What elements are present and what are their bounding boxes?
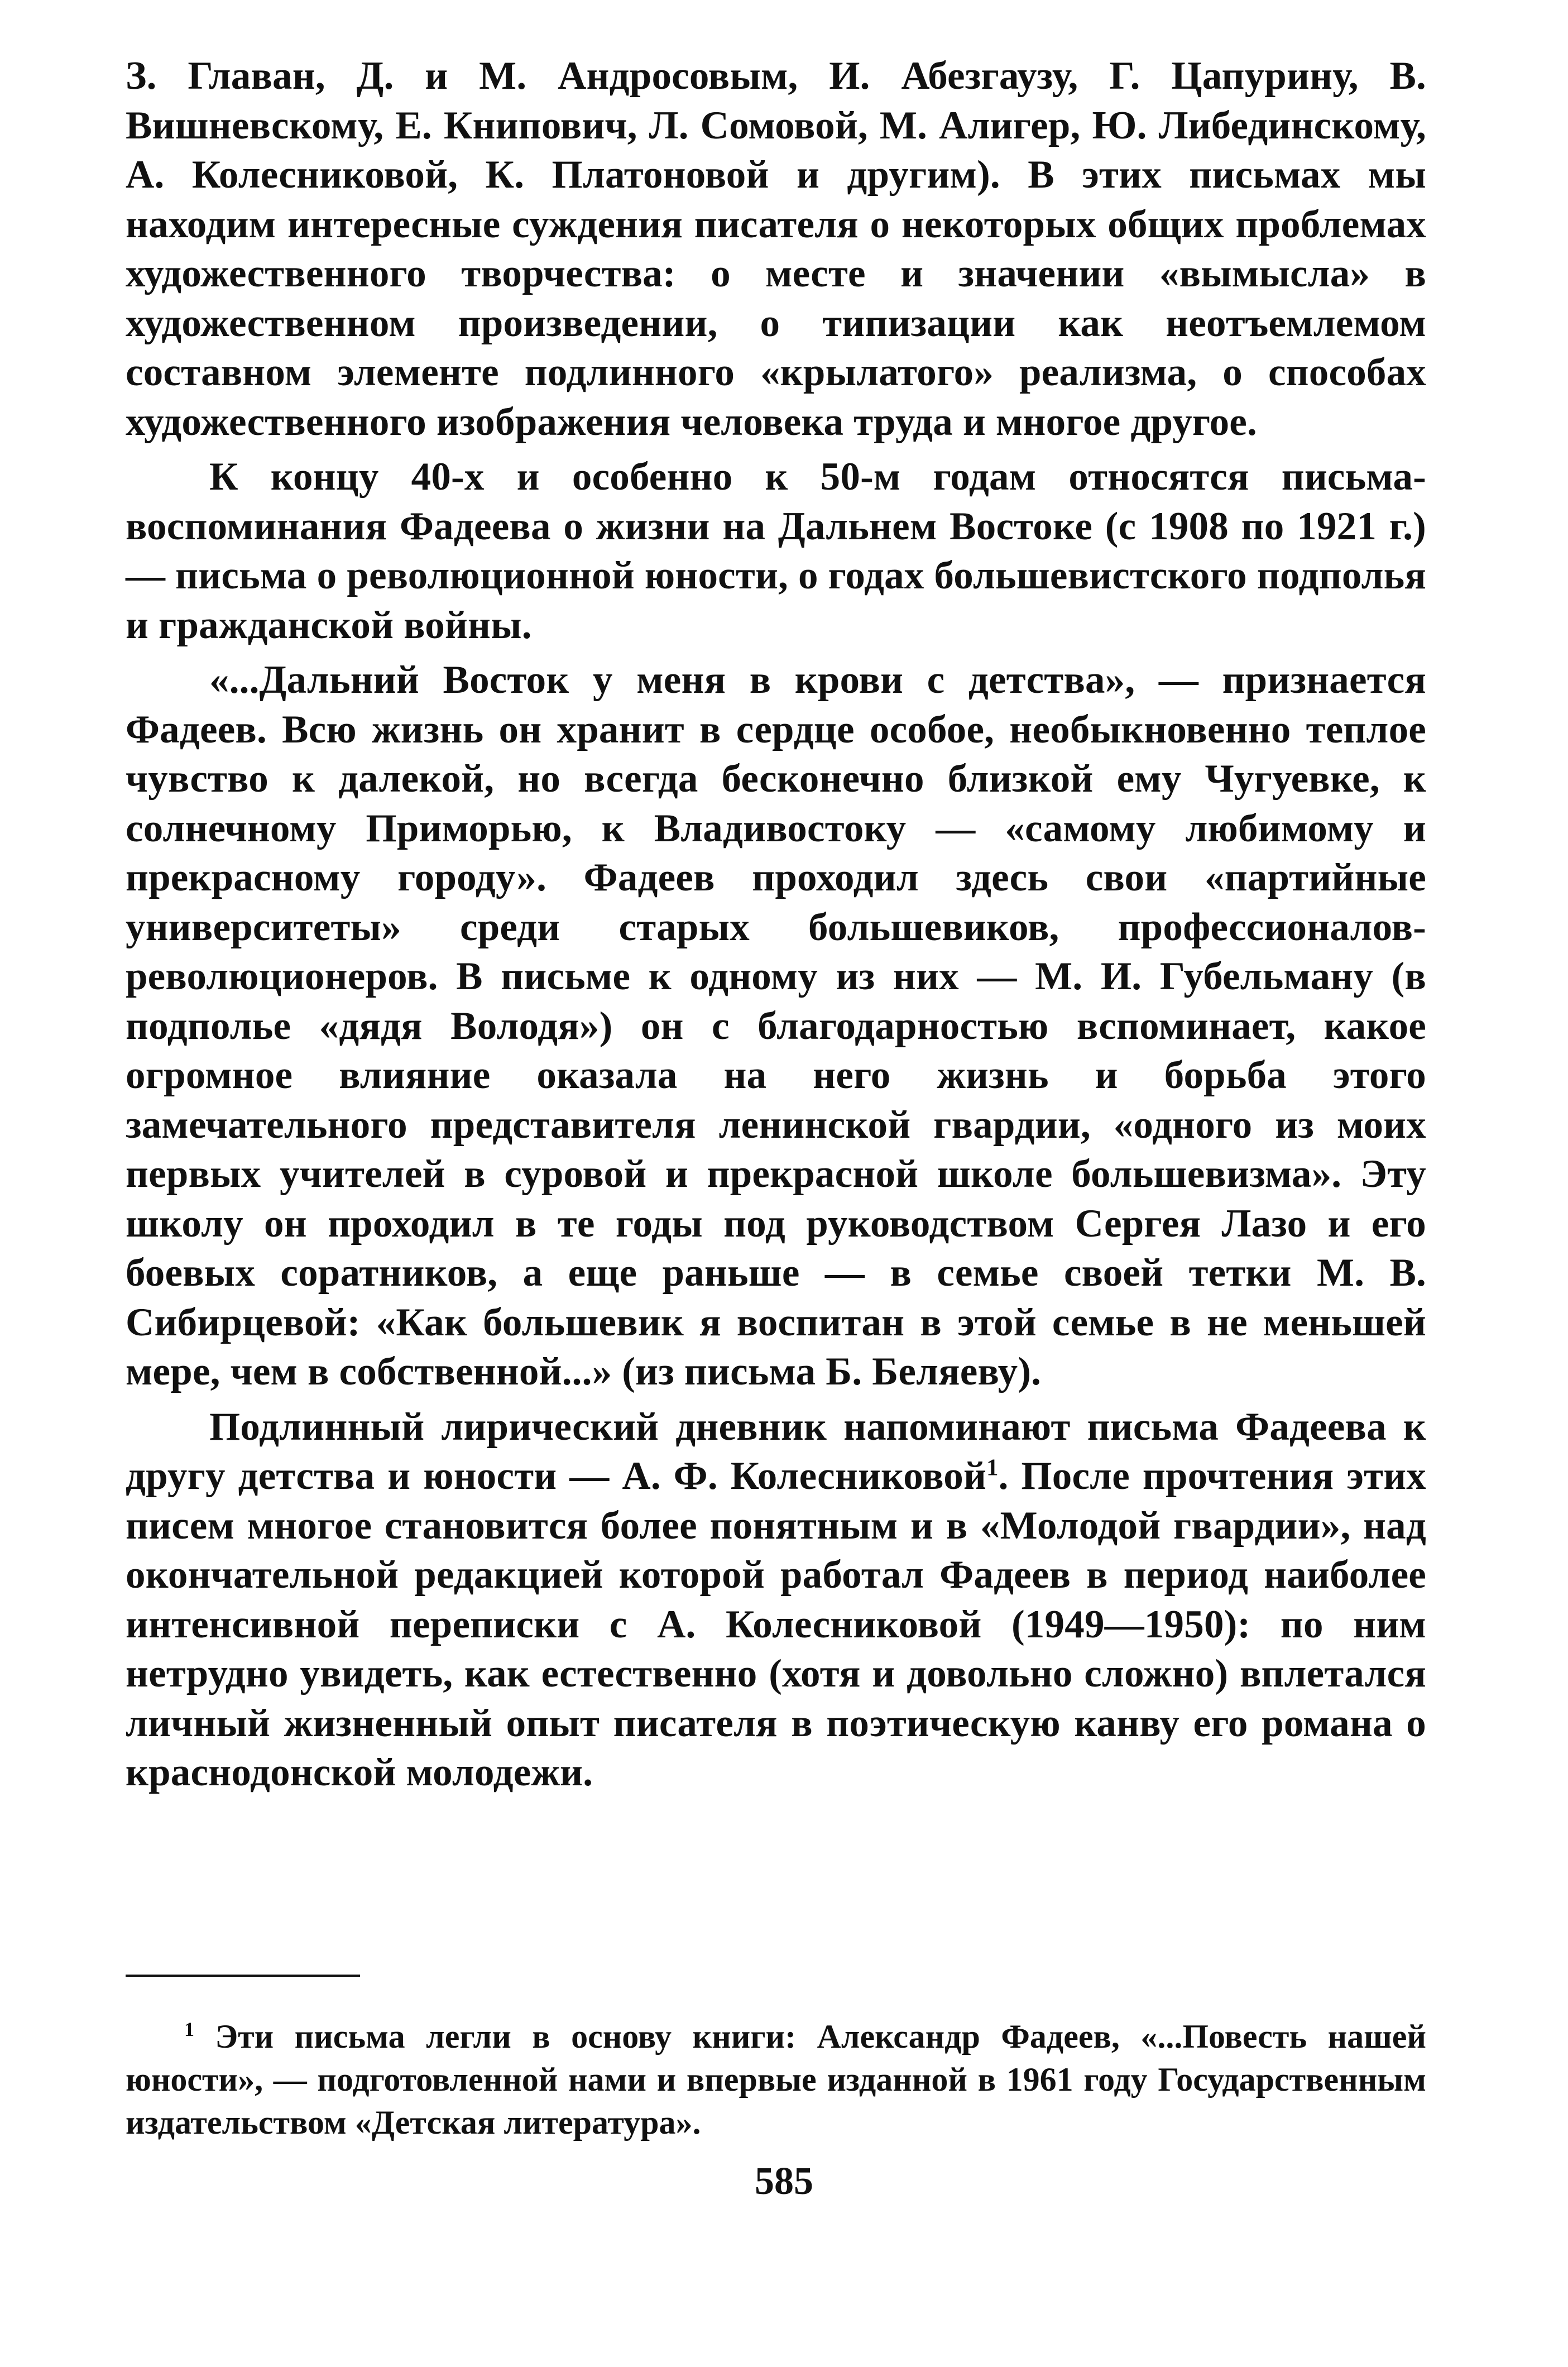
footnote-divider — [126, 1975, 360, 1977]
main-text — [126, 51, 1426, 1803]
footnote-marker: 1 — [184, 2018, 194, 2040]
paragraph-4 — [126, 1402, 1426, 1798]
footnote-reference: 1 — [986, 1454, 999, 1481]
page-number: 585 — [755, 2160, 813, 2203]
footnote-text: Эти письма легли в основу книги: Александр Фадеев, «...Повесть нашей юности», — подготовленной нами и впервые изданной в 1961 году Государственным издательством «Детская литература». — [126, 2018, 1426, 2141]
paragraph-1: З. Главан, Д. и М. Андросовым, И. Абезгаузу, Г. Цапурину, В. Вишневскому, Е. Книпович, Л. Сомовой, М. Алигер, Ю. Либединскому, А. Колесниковой, К. Платоновой и другим). В этих письмах мы находим интересные суждения писателя о некоторых общих проблемах художественного творчества: о месте и значении «вымысла» в художественном произведении, о типизации как неотъемлемом составном элементе подлинного «крылатого» реализма, о способах художественного изображения человека труда и многое другое. — [126, 54, 1426, 444]
paragraph-3: «...Дальний Восток у меня в крови с детства», — признается Фадеев. Всю жизнь он хранит в сердце особое, необыкновенно теплое чувство к далекой, но всегда бесконечно близкой ему Чугуевке, к солнечному Приморью, к Владивостоку — «самому любимому и прекрасному городу». Фадеев проходил здесь свои «партийные университеты» среди старых большевиков, профессионалов-революционеров. В письме к одному из них — М. И. Губельману (в подполье «дядя Володя») он с благодарностью вспоминает, какое огромное влияние оказала на него жизнь и борьба этого замечательного представителя ленинской гвардии, «одного из моих первых учителей в суровой и прекрасной школе большевизма». Эту школу он проходил в те годы под руководством Сергея Лазо и его боевых соратников, а еще раньше — в семье своей тетки М. В. Сибирцевой: «Как большевик я воспитан в этой семье в не меньшей мере, чем в собственной...» (из письма Б. Беляеву). — [126, 658, 1426, 1393]
paragraph-4-end: . После прочтения этих писем многое становится более понятным и в «Молодой гвардии», над окончательной редакцией которой работал Фадеев в период наиболее интенсивной переписки с А. Колесниковой (1949—1950): по ним нетрудно увидеть, как естественно (хотя и довольно сложно) вплетался личный жизненный опыт писателя в поэтическую канву его романа о краснодонской молодежи. — [126, 1454, 1426, 1794]
paragraph-4-start: Подлинный лирический дневник напоминают письма Фадеева к другу детства и юности — А. Ф. Колесниковой — [126, 1405, 1426, 1498]
paragraph-2: К концу 40-х и особенно к 50-м годам относятся письма-воспоминания Фадеева о жизни на Дальнем Востоке (с 1908 по 1921 г.) — письма о революционной юности, о годах большевистского подполья и гражданской войны. — [126, 455, 1426, 647]
footnote — [126, 2015, 1426, 2144]
